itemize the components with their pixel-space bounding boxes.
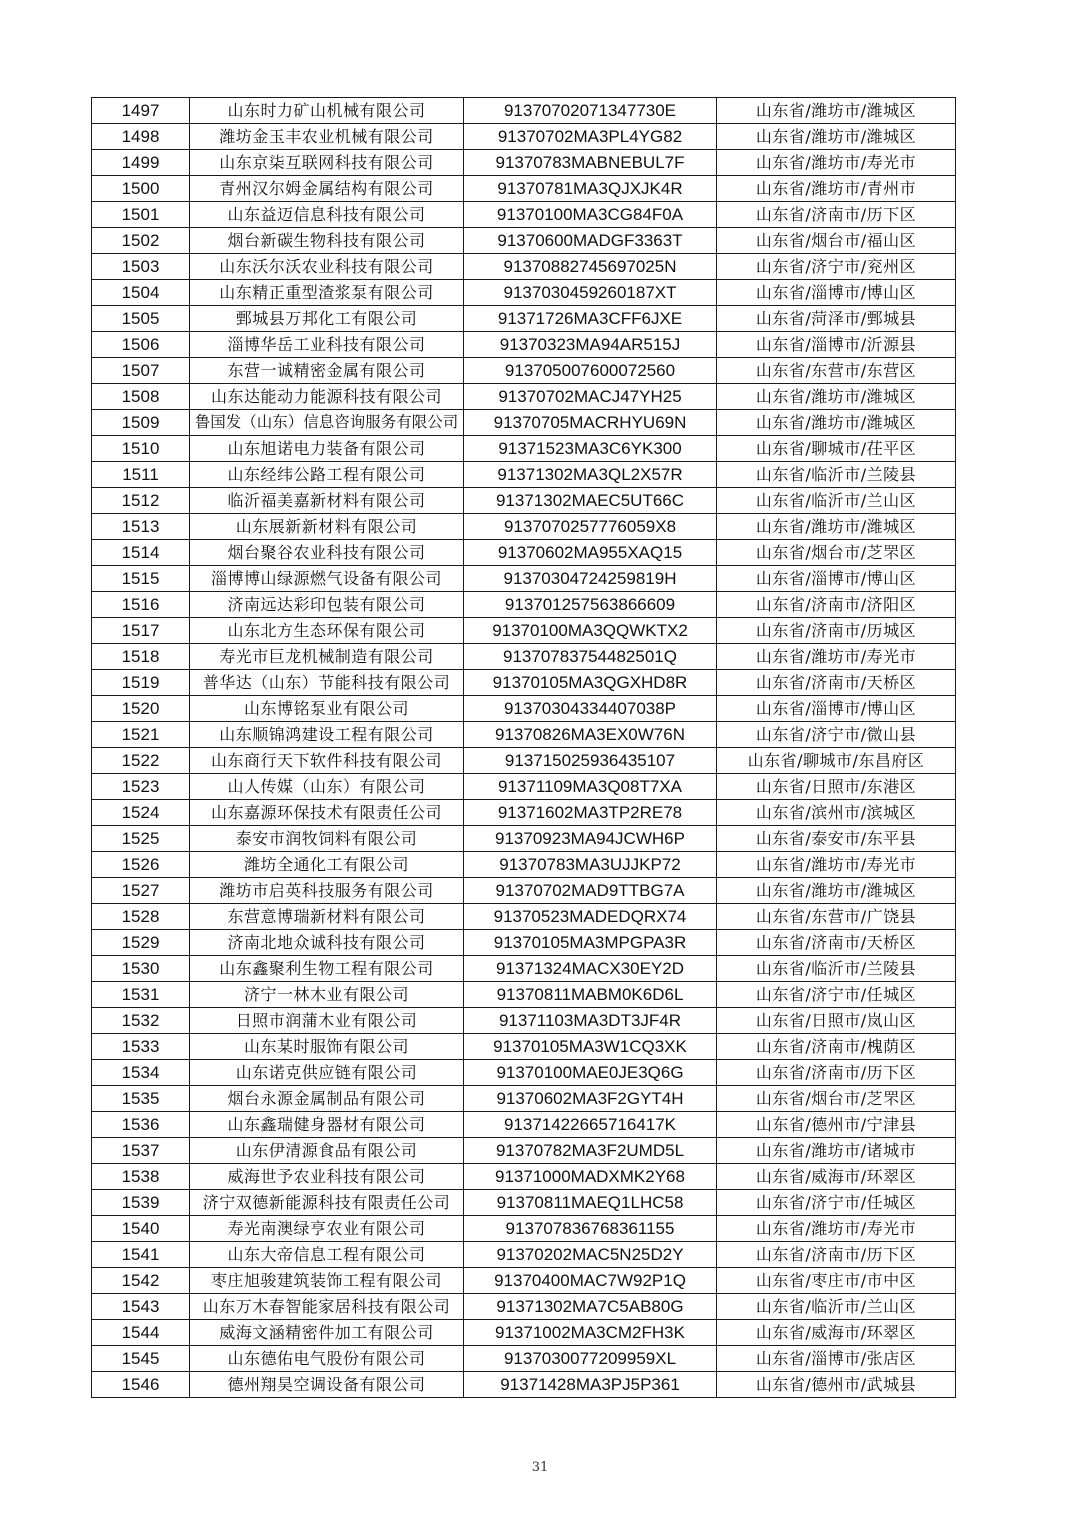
table-row	[92, 1164, 956, 1190]
company-name-cell: 山东达能动力能源科技有限公司	[190, 384, 464, 410]
company-name-cell: 普华达（山东）节能科技有限公司	[190, 670, 464, 696]
row-number-cell: 1502	[92, 228, 190, 254]
row-number-cell: 1501	[92, 202, 190, 228]
credit-code-cell: 91370602MA3F2GYT4H	[464, 1086, 717, 1112]
region-cell: 山东省/潍坊市/潍城区	[717, 124, 956, 150]
company-name-cell: 山东沃尔沃农业科技有限公司	[190, 254, 464, 280]
company-name-cell: 山东大帝信息工程有限公司	[190, 1242, 464, 1268]
credit-code-cell: 91370705MACRHYU69N	[464, 410, 717, 436]
row-number-cell: 1529	[92, 930, 190, 956]
company-name-cell: 济南北地众诚科技有限公司	[190, 930, 464, 956]
credit-code-cell: 913715025936435107	[464, 748, 717, 774]
credit-code-cell: 91370811MAEQ1LHC58	[464, 1190, 717, 1216]
company-name-cell: 烟台永源金属制品有限公司	[190, 1086, 464, 1112]
region-cell: 山东省/临沂市/兰山区	[717, 488, 956, 514]
company-name-cell: 东营一诚精密金属有限公司	[190, 358, 464, 384]
row-number-cell: 1498	[92, 124, 190, 150]
region-cell: 山东省/济宁市/任城区	[717, 982, 956, 1008]
credit-code-cell: 91371109MA3Q08T7XA	[464, 774, 717, 800]
credit-code-cell: 91370782MA3F2UMD5L	[464, 1138, 717, 1164]
region-cell: 山东省/济宁市/兖州区	[717, 254, 956, 280]
company-name-cell: 枣庄旭骏建筑装饰工程有限公司	[190, 1268, 464, 1294]
region-cell: 山东省/烟台市/福山区	[717, 228, 956, 254]
row-number-cell: 1530	[92, 956, 190, 982]
row-number-cell: 1544	[92, 1320, 190, 1346]
company-name-cell: 山东益迈信息科技有限公司	[190, 202, 464, 228]
company-name-cell: 山东德佑电气股份有限公司	[190, 1346, 464, 1372]
credit-code-cell: 9137030459260187XT	[464, 280, 717, 306]
row-number-cell: 1539	[92, 1190, 190, 1216]
row-number-cell: 1509	[92, 410, 190, 436]
row-number-cell: 1537	[92, 1138, 190, 1164]
table-row	[92, 436, 956, 462]
table-row	[92, 1060, 956, 1086]
table-row	[92, 722, 956, 748]
enterprise-list-table	[91, 97, 956, 1398]
region-cell: 山东省/潍坊市/寿光市	[717, 852, 956, 878]
company-name-cell: 山东万木春智能家居科技有限公司	[190, 1294, 464, 1320]
company-name-cell: 潍坊市启英科技服务有限公司	[190, 878, 464, 904]
credit-code-cell: 91371422665716417K	[464, 1112, 717, 1138]
credit-code-cell: 91370783MA3UJJKP72	[464, 852, 717, 878]
region-cell: 山东省/潍坊市/潍城区	[717, 878, 956, 904]
credit-code-cell: 91371324MACX30EY2D	[464, 956, 717, 982]
row-number-cell: 1542	[92, 1268, 190, 1294]
credit-code-cell: 913707836768361155	[464, 1216, 717, 1242]
credit-code-cell: 91370702MACJ47YH25	[464, 384, 717, 410]
company-name-cell: 山东鑫聚利生物工程有限公司	[190, 956, 464, 982]
table-row	[92, 462, 956, 488]
region-cell: 山东省/潍坊市/寿光市	[717, 644, 956, 670]
region-cell: 山东省/济南市/槐荫区	[717, 1034, 956, 1060]
region-cell: 山东省/东营市/广饶县	[717, 904, 956, 930]
company-name-cell: 山东北方生态环保有限公司	[190, 618, 464, 644]
table-row	[92, 358, 956, 384]
region-cell: 山东省/淄博市/张店区	[717, 1346, 956, 1372]
credit-code-cell: 9137030077209959XL	[464, 1346, 717, 1372]
company-name-cell: 淄博博山绿源燃气设备有限公司	[190, 566, 464, 592]
table-row	[92, 410, 956, 436]
credit-code-cell: 91370811MABM0K6D6L	[464, 982, 717, 1008]
table-row	[92, 852, 956, 878]
row-number-cell: 1503	[92, 254, 190, 280]
row-number-cell: 1543	[92, 1294, 190, 1320]
row-number-cell: 1533	[92, 1034, 190, 1060]
region-cell: 山东省/济南市/历下区	[717, 1242, 956, 1268]
credit-code-cell: 913705007600072560	[464, 358, 717, 384]
region-cell: 山东省/聊城市/东昌府区	[717, 748, 956, 774]
credit-code-cell: 91371726MA3CFF6JXE	[464, 306, 717, 332]
table-row	[92, 748, 956, 774]
region-cell: 山东省/德州市/宁津县	[717, 1112, 956, 1138]
table-row	[92, 878, 956, 904]
row-number-cell: 1499	[92, 150, 190, 176]
region-cell: 山东省/德州市/武城县	[717, 1372, 956, 1398]
credit-code-cell: 91370304724259819H	[464, 566, 717, 592]
table-row	[92, 228, 956, 254]
company-name-cell: 济宁双德新能源科技有限责任公司	[190, 1190, 464, 1216]
company-name-cell: 潍坊全通化工有限公司	[190, 852, 464, 878]
row-number-cell: 1508	[92, 384, 190, 410]
credit-code-cell: 91371523MA3C6YK300	[464, 436, 717, 462]
region-cell: 山东省/淄博市/博山区	[717, 696, 956, 722]
credit-code-cell: 91371302MAEC5UT66C	[464, 488, 717, 514]
row-number-cell: 1497	[92, 98, 190, 124]
table-body	[92, 98, 956, 1398]
region-cell: 山东省/潍坊市/潍城区	[717, 514, 956, 540]
company-name-cell: 威海文涵精密件加工有限公司	[190, 1320, 464, 1346]
credit-code-cell: 91370202MAC5N25D2Y	[464, 1242, 717, 1268]
region-cell: 山东省/潍坊市/潍城区	[717, 98, 956, 124]
table-row	[92, 1320, 956, 1346]
row-number-cell: 1536	[92, 1112, 190, 1138]
company-name-cell: 烟台聚谷农业科技有限公司	[190, 540, 464, 566]
row-number-cell: 1506	[92, 332, 190, 358]
company-name-cell: 淄博华岳工业科技有限公司	[190, 332, 464, 358]
table-row	[92, 488, 956, 514]
row-number-cell: 1504	[92, 280, 190, 306]
credit-code-cell: 91370523MADEDQRX74	[464, 904, 717, 930]
table-row	[92, 826, 956, 852]
table-row	[92, 1242, 956, 1268]
row-number-cell: 1534	[92, 1060, 190, 1086]
table-row	[92, 1346, 956, 1372]
row-number-cell: 1500	[92, 176, 190, 202]
company-name-cell: 山东商行天下软件科技有限公司	[190, 748, 464, 774]
region-cell: 山东省/潍坊市/寿光市	[717, 150, 956, 176]
company-name-cell: 寿光市巨龙机械制造有限公司	[190, 644, 464, 670]
row-number-cell: 1515	[92, 566, 190, 592]
table-row	[92, 124, 956, 150]
region-cell: 山东省/潍坊市/潍城区	[717, 410, 956, 436]
company-name-cell: 鲁国发（山东）信息咨询服务有限公司	[190, 410, 464, 436]
company-name-cell: 山东旭诺电力装备有限公司	[190, 436, 464, 462]
region-cell: 山东省/潍坊市/青州市	[717, 176, 956, 202]
row-number-cell: 1546	[92, 1372, 190, 1398]
region-cell: 山东省/济宁市/微山县	[717, 722, 956, 748]
region-cell: 山东省/威海市/环翠区	[717, 1320, 956, 1346]
credit-code-cell: 91371302MA3QL2X57R	[464, 462, 717, 488]
company-name-cell: 东营意博瑞新材料有限公司	[190, 904, 464, 930]
company-name-cell: 山东鑫瑞健身器材有限公司	[190, 1112, 464, 1138]
credit-code-cell: 91370600MADGF3363T	[464, 228, 717, 254]
table-row	[92, 670, 956, 696]
credit-code-cell: 91370100MA3QQWKTX2	[464, 618, 717, 644]
table-row	[92, 1268, 956, 1294]
company-name-cell: 济宁一林木业有限公司	[190, 982, 464, 1008]
region-cell: 山东省/聊城市/茌平区	[717, 436, 956, 462]
table-row	[92, 1034, 956, 1060]
region-cell: 山东省/潍坊市/寿光市	[717, 1216, 956, 1242]
company-name-cell: 寿光南澳绿亨农业有限公司	[190, 1216, 464, 1242]
company-name-cell: 鄄城县万邦化工有限公司	[190, 306, 464, 332]
company-name-cell: 济南远达彩印包装有限公司	[190, 592, 464, 618]
credit-code-cell: 91370783754482501Q	[464, 644, 717, 670]
region-cell: 山东省/济南市/历下区	[717, 1060, 956, 1086]
region-cell: 山东省/济南市/天桥区	[717, 670, 956, 696]
credit-code-cell: 91370105MA3QGXHD8R	[464, 670, 717, 696]
credit-code-cell: 91370783MABNEBUL7F	[464, 150, 717, 176]
table-row	[92, 696, 956, 722]
credit-code-cell: 91371428MA3PJ5P361	[464, 1372, 717, 1398]
table-row	[92, 306, 956, 332]
row-number-cell: 1512	[92, 488, 190, 514]
region-cell: 山东省/威海市/环翠区	[717, 1164, 956, 1190]
credit-code-cell: 913701257563866609	[464, 592, 717, 618]
credit-code-cell: 91370702MA3PL4YG82	[464, 124, 717, 150]
row-number-cell: 1541	[92, 1242, 190, 1268]
table-row	[92, 1112, 956, 1138]
table-row	[92, 566, 956, 592]
region-cell: 山东省/潍坊市/潍城区	[717, 384, 956, 410]
credit-code-cell: 91370105MA3W1CQ3XK	[464, 1034, 717, 1060]
company-name-cell: 威海世予农业科技有限公司	[190, 1164, 464, 1190]
table-row	[92, 982, 956, 1008]
table-row	[92, 150, 956, 176]
table-row	[92, 1008, 956, 1034]
region-cell: 山东省/枣庄市/市中区	[717, 1268, 956, 1294]
region-cell: 山东省/潍坊市/诸城市	[717, 1138, 956, 1164]
region-cell: 山东省/济宁市/任城区	[717, 1190, 956, 1216]
company-name-cell: 山东博铭泵业有限公司	[190, 696, 464, 722]
credit-code-cell: 91371000MADXMK2Y68	[464, 1164, 717, 1190]
row-number-cell: 1532	[92, 1008, 190, 1034]
region-cell: 山东省/日照市/岚山区	[717, 1008, 956, 1034]
table-row	[92, 1086, 956, 1112]
region-cell: 山东省/临沂市/兰陵县	[717, 462, 956, 488]
table-row	[92, 644, 956, 670]
credit-code-cell: 91371602MA3TP2RE78	[464, 800, 717, 826]
region-cell: 山东省/济南市/历下区	[717, 202, 956, 228]
company-name-cell: 山东经纬公路工程有限公司	[190, 462, 464, 488]
region-cell: 山东省/日照市/东港区	[717, 774, 956, 800]
company-name-cell: 日照市润蒲木业有限公司	[190, 1008, 464, 1034]
table-row	[92, 956, 956, 982]
table-row	[92, 1372, 956, 1398]
region-cell: 山东省/济南市/历城区	[717, 618, 956, 644]
table-row	[92, 930, 956, 956]
table-row	[92, 332, 956, 358]
row-number-cell: 1521	[92, 722, 190, 748]
credit-code-cell: 91370923MA94JCWH6P	[464, 826, 717, 852]
credit-code-cell: 91371103MA3DT3JF4R	[464, 1008, 717, 1034]
row-number-cell: 1519	[92, 670, 190, 696]
company-name-cell: 山东精正重型渣浆泵有限公司	[190, 280, 464, 306]
region-cell: 山东省/烟台市/芝罘区	[717, 1086, 956, 1112]
company-name-cell: 山东嘉源环保技术有限责任公司	[190, 800, 464, 826]
row-number-cell: 1507	[92, 358, 190, 384]
page-number: 31	[531, 1460, 549, 1475]
region-cell: 山东省/滨州市/滨城区	[717, 800, 956, 826]
table-row	[92, 1294, 956, 1320]
table-row	[92, 254, 956, 280]
row-number-cell: 1505	[92, 306, 190, 332]
credit-code-cell: 91370400MAC7W92P1Q	[464, 1268, 717, 1294]
region-cell: 山东省/淄博市/博山区	[717, 280, 956, 306]
row-number-cell: 1511	[92, 462, 190, 488]
credit-code-cell: 91370323MA94AR515J	[464, 332, 717, 358]
credit-code-cell: 91370702071347730E	[464, 98, 717, 124]
region-cell: 山东省/淄博市/沂源县	[717, 332, 956, 358]
company-name-cell: 山东京柒互联网科技有限公司	[190, 150, 464, 176]
region-cell: 山东省/临沂市/兰陵县	[717, 956, 956, 982]
company-name-cell: 临沂福美嘉新材料有限公司	[190, 488, 464, 514]
credit-code-cell: 91370602MA955XAQ15	[464, 540, 717, 566]
credit-code-cell: 91370100MAE0JE3Q6G	[464, 1060, 717, 1086]
company-name-cell: 山东伊清源食品有限公司	[190, 1138, 464, 1164]
row-number-cell: 1523	[92, 774, 190, 800]
row-number-cell: 1525	[92, 826, 190, 852]
region-cell: 山东省/泰安市/东平县	[717, 826, 956, 852]
row-number-cell: 1540	[92, 1216, 190, 1242]
credit-code-cell: 91371302MA7C5AB80G	[464, 1294, 717, 1320]
table-row	[92, 1138, 956, 1164]
company-name-cell: 泰安市润牧饲料有限公司	[190, 826, 464, 852]
credit-code-cell: 91370304334407038P	[464, 696, 717, 722]
row-number-cell: 1518	[92, 644, 190, 670]
table-row	[92, 774, 956, 800]
table-row	[92, 98, 956, 124]
company-name-cell: 山东某时服饰有限公司	[190, 1034, 464, 1060]
row-number-cell: 1531	[92, 982, 190, 1008]
table-row	[92, 280, 956, 306]
row-number-cell: 1528	[92, 904, 190, 930]
company-name-cell: 山东展新新材料有限公司	[190, 514, 464, 540]
row-number-cell: 1516	[92, 592, 190, 618]
row-number-cell: 1514	[92, 540, 190, 566]
company-name-cell: 山东时力矿山机械有限公司	[190, 98, 464, 124]
row-number-cell: 1510	[92, 436, 190, 462]
row-number-cell: 1526	[92, 852, 190, 878]
company-name-cell: 山东诺克供应链有限公司	[190, 1060, 464, 1086]
table-row	[92, 1190, 956, 1216]
row-number-cell: 1520	[92, 696, 190, 722]
credit-code-cell: 91370105MA3MPGPA3R	[464, 930, 717, 956]
region-cell: 山东省/济南市/天桥区	[717, 930, 956, 956]
region-cell: 山东省/烟台市/芝罘区	[717, 540, 956, 566]
company-name-cell: 潍坊金玉丰农业机械有限公司	[190, 124, 464, 150]
credit-code-cell: 91371002MA3CM2FH3K	[464, 1320, 717, 1346]
table-row	[92, 514, 956, 540]
company-name-cell: 山人传媒（山东）有限公司	[190, 774, 464, 800]
credit-code-cell: 9137070257776059X8	[464, 514, 717, 540]
company-name-cell: 烟台新碳生物科技有限公司	[190, 228, 464, 254]
row-number-cell: 1527	[92, 878, 190, 904]
region-cell: 山东省/东营市/东营区	[717, 358, 956, 384]
row-number-cell: 1522	[92, 748, 190, 774]
row-number-cell: 1538	[92, 1164, 190, 1190]
row-number-cell: 1524	[92, 800, 190, 826]
credit-code-cell: 91370100MA3CG84F0A	[464, 202, 717, 228]
table-row	[92, 176, 956, 202]
company-name-cell: 青州汉尔姆金属结构有限公司	[190, 176, 464, 202]
region-cell: 山东省/菏泽市/鄄城县	[717, 306, 956, 332]
region-cell: 山东省/淄博市/博山区	[717, 566, 956, 592]
company-name-cell: 山东顺锦鸿建设工程有限公司	[190, 722, 464, 748]
company-name-cell: 德州翔昊空调设备有限公司	[190, 1372, 464, 1398]
table-row	[92, 384, 956, 410]
table-row	[92, 592, 956, 618]
credit-code-cell: 91370781MA3QJXJK4R	[464, 176, 717, 202]
table-row	[92, 540, 956, 566]
credit-code-cell: 91370702MAD9TTBG7A	[464, 878, 717, 904]
region-cell: 山东省/临沂市/兰山区	[717, 1294, 956, 1320]
table-row	[92, 904, 956, 930]
table-row	[92, 1216, 956, 1242]
row-number-cell: 1545	[92, 1346, 190, 1372]
row-number-cell: 1535	[92, 1086, 190, 1112]
row-number-cell: 1517	[92, 618, 190, 644]
table-row	[92, 202, 956, 228]
credit-code-cell: 91370826MA3EX0W76N	[464, 722, 717, 748]
region-cell: 山东省/济南市/济阳区	[717, 592, 956, 618]
row-number-cell: 1513	[92, 514, 190, 540]
credit-code-cell: 91370882745697025N	[464, 254, 717, 280]
table-row	[92, 800, 956, 826]
table-row	[92, 618, 956, 644]
